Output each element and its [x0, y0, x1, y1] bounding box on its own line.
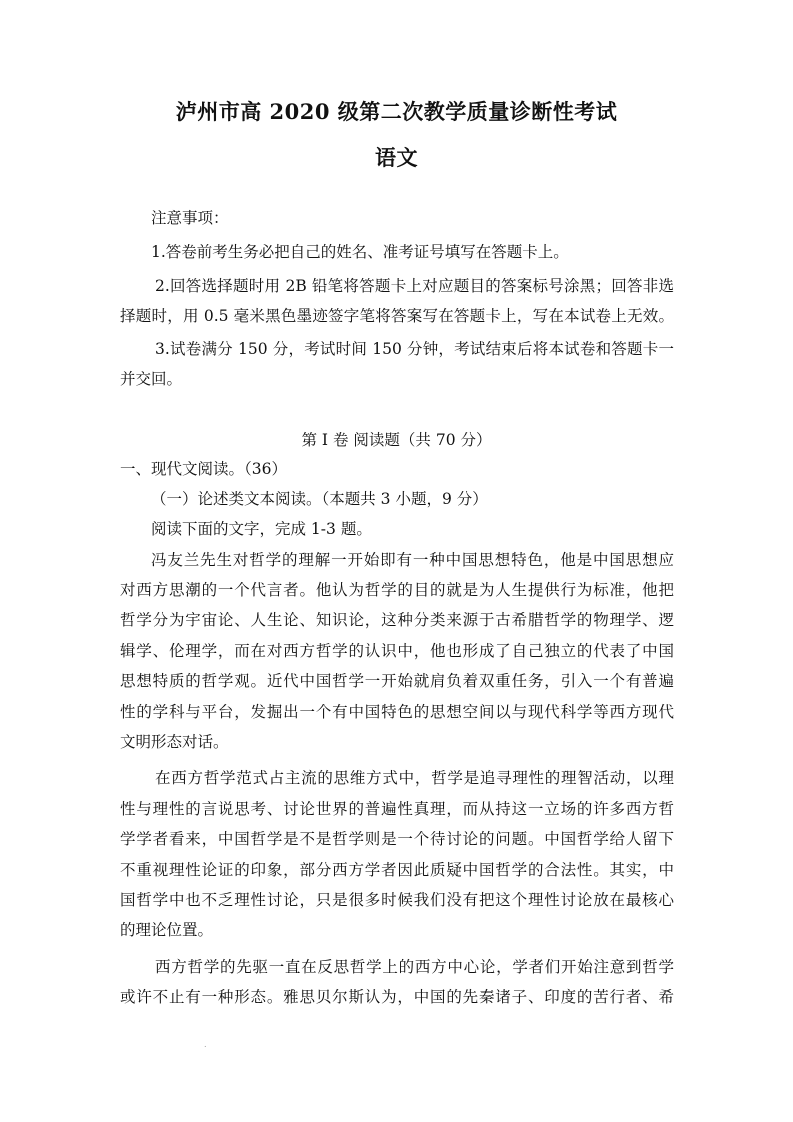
passage-line: 文明形态对话。 [120, 733, 229, 751]
passage-line: 的理论位置。 [120, 921, 214, 939]
passage-line: 辑学、伦理学，而在对西方哲学的认识中，他也形成了自己独立的代表了中国 [120, 642, 674, 660]
passage-line: 国哲学中也不乏理性讨论，只是很多时候我们没有把这个理性讨论放在最核心 [120, 891, 674, 909]
notes-heading: 注意事项： [151, 209, 229, 227]
subject-title: 语文 [375, 145, 418, 170]
passage-line: 冯友兰先生对哲学的理解一开始即有一种中国思想特色，他是中国思想应 [151, 551, 674, 569]
passage-line: 在西方哲学范式占主流的思维方式中，哲学是追寻理性的理智活动，以理 [155, 769, 674, 787]
footer-mark: . [204, 1040, 207, 1049]
passage-line: 学学者看来，中国哲学是不是哲学则是一个待讨论的问题。中国哲学给人留下 [120, 830, 674, 848]
passage-line: 哲学分为宇宙论、人生论、知识论，这种分类来源于古希腊哲学的物理学、逻 [120, 611, 674, 629]
passage-line: 或许不止有一种形态。雅思贝尔斯认为，中国的先秦诸子、印度的苦行者、希 [120, 988, 674, 1006]
passage-line: 思想特质的哲学观。近代中国哲学一开始就肩负着双重任务，引入一个有普遍 [120, 672, 674, 690]
notes-line: 1.答卷前考生务必把自己的姓名、准考证号填写在答题卡上。 [151, 243, 569, 261]
notes-line: 2.回答选择题时用 2B 铅笔将答题卡上对应题目的答案标号涂黑；回答非选 [155, 277, 674, 295]
subpart-heading: （一）论述类文本阅读。（本题共 3 小题，9 分） [151, 490, 488, 508]
notes-line: 并交回。 [120, 370, 183, 388]
passage-line: 性与理性的言说思考、讨论世界的普遍性真理，而从持这一立场的许多西方哲 [120, 800, 674, 818]
part-heading: 一、现代文阅读。（36） [120, 460, 287, 478]
passage-line: 不重视理性论证的印象，部分西方学者因此质疑中国哲学的合法性。其实，中 [120, 861, 674, 879]
passage-line: 性的学科与平台，发掘出一个有中国特色的思想空间以与现代科学等西方现代 [120, 703, 674, 721]
notes-line: 3.试卷满分 150 分，考试时间 150 分钟，考试结束后将本试卷和答题卡一 [155, 340, 674, 358]
instruction: 阅读下面的文字，完成 1-3 题。 [151, 520, 372, 538]
passage-line: 西方哲学的先驱一直在反思哲学上的西方中心论，学者们开始注意到哲学 [155, 958, 674, 976]
notes-line: 择题时，用 0.5 毫米黑色墨迹签字笔将答案写在答题卡上，写在本试卷上无效。 [120, 307, 674, 325]
section-title: 第 I 卷 阅读题（共 70 分） [301, 431, 492, 449]
passage-line: 对西方思潮的一个代言者。他认为哲学的目的就是为人生提供行为标准，他把 [120, 581, 674, 599]
exam-title: 泸州市高 2020 级第二次教学质量诊断性考试 [175, 99, 618, 124]
